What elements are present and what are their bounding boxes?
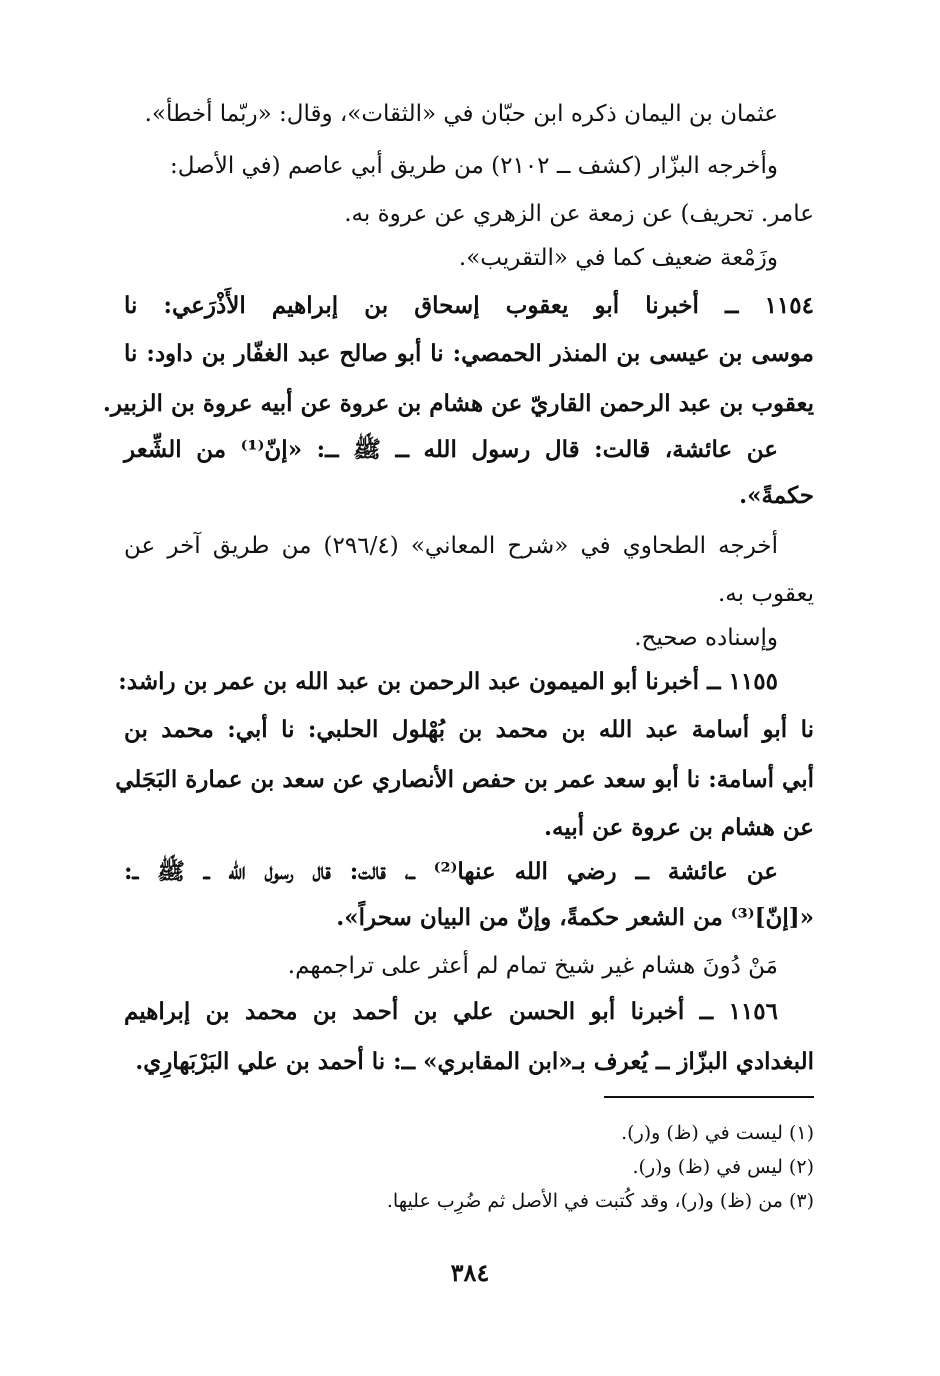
text-line: موسى بن عيسى بن المنذر الحمصي: نا أبو صالح عبد الغفّار بن داود: نا xyxy=(124,340,814,367)
text-line: وزَمْعة ضعيف كما في «التقريب». xyxy=(458,245,778,271)
text-line: وأخرجه البزّار (كشف ــ ٢١٠٢) من طريق أبي عاصم (في الأصل: xyxy=(170,153,778,179)
hadith-text: عن عائشة، قالت: قال رسول الله ــ ﷺ ــ: «إنّ⁽¹⁾ من الشِّعر xyxy=(124,436,778,463)
hadith-1155-header: ١١٥٥ ــ أخبرنا أبو الميمون عبد الرحمن بن عبد الله بن عمر بن راشد: xyxy=(118,668,778,695)
text-line: وإسناده صحيح. xyxy=(634,625,778,651)
hadith-1154-header: ١١٥٤ ــ أخبرنا أبو يعقوب إسحاق بن إبراهيم الأَذْرَعي: نا xyxy=(124,292,814,319)
text-line: عامر. تحريف) عن زمعة عن الزهري عن عروة به. xyxy=(344,201,814,227)
hadith-text: عن عائشة ــ رضي الله عنها⁽²⁾ ــ، قالت: قال رسول الله ــ ﷺ ــ: xyxy=(124,858,778,885)
footnote: (١) ليست في (ظ) و(ر). xyxy=(621,1122,814,1144)
text-line: نا أبو أسامة عبد الله بن محمد بن بُهْلول الحلبي: نا أبي: محمد بن xyxy=(124,716,814,743)
text-line: عثمان بن اليمان ذكره ابن حبّان في «الثقات»، وقال: «ربّما أخطأ». xyxy=(144,101,778,127)
hadith-text: «[إنّ]⁽³⁾ من الشعر حكمةً، وإنّ من البيان سحراً». xyxy=(336,904,814,931)
text-line: أخرجه الطحاوي في «شرح المعاني» (٢٩٦/٤) من طريق آخر عن xyxy=(124,533,779,559)
text-line: أبي أسامة: نا أبو سعد عمر بن حفص الأنصاري عن سعد بن عمارة البَجَلي xyxy=(115,766,814,793)
page-number: ٣٨٤ xyxy=(450,1258,490,1287)
text-line: البغدادي البزّاز ــ يُعرف بـ«ابن المقابري» ــ: نا أحمد بن علي البَرْبَهارِي. xyxy=(135,1048,814,1075)
text-line: يعقوب به. xyxy=(717,581,814,607)
hadith-1156-header: ١١٥٦ ــ أخبرنا أبو الحسن علي بن أحمد بن محمد بن إبراهيم xyxy=(124,998,778,1025)
text-line: مَنْ دُونَ هشام غير شيخ تمام لم أعثر على تراجمهم. xyxy=(287,953,778,979)
hadith-text: حكمةً». xyxy=(739,482,814,509)
footnote: (٣) من (ظ) و(ر)، وقد كُتبت في الأصل ثم ضُرِب عليها. xyxy=(386,1190,814,1212)
footnote: (٢) ليس في (ظ) و(ر). xyxy=(632,1156,814,1178)
footnote-separator xyxy=(604,1096,814,1098)
text-line: يعقوب بن عبد الرحمن القاريّ عن هشام بن عروة عن أبيه عروة بن الزبير. xyxy=(102,390,814,417)
text-line: عن هشام بن عروة عن أبيه. xyxy=(544,814,814,841)
